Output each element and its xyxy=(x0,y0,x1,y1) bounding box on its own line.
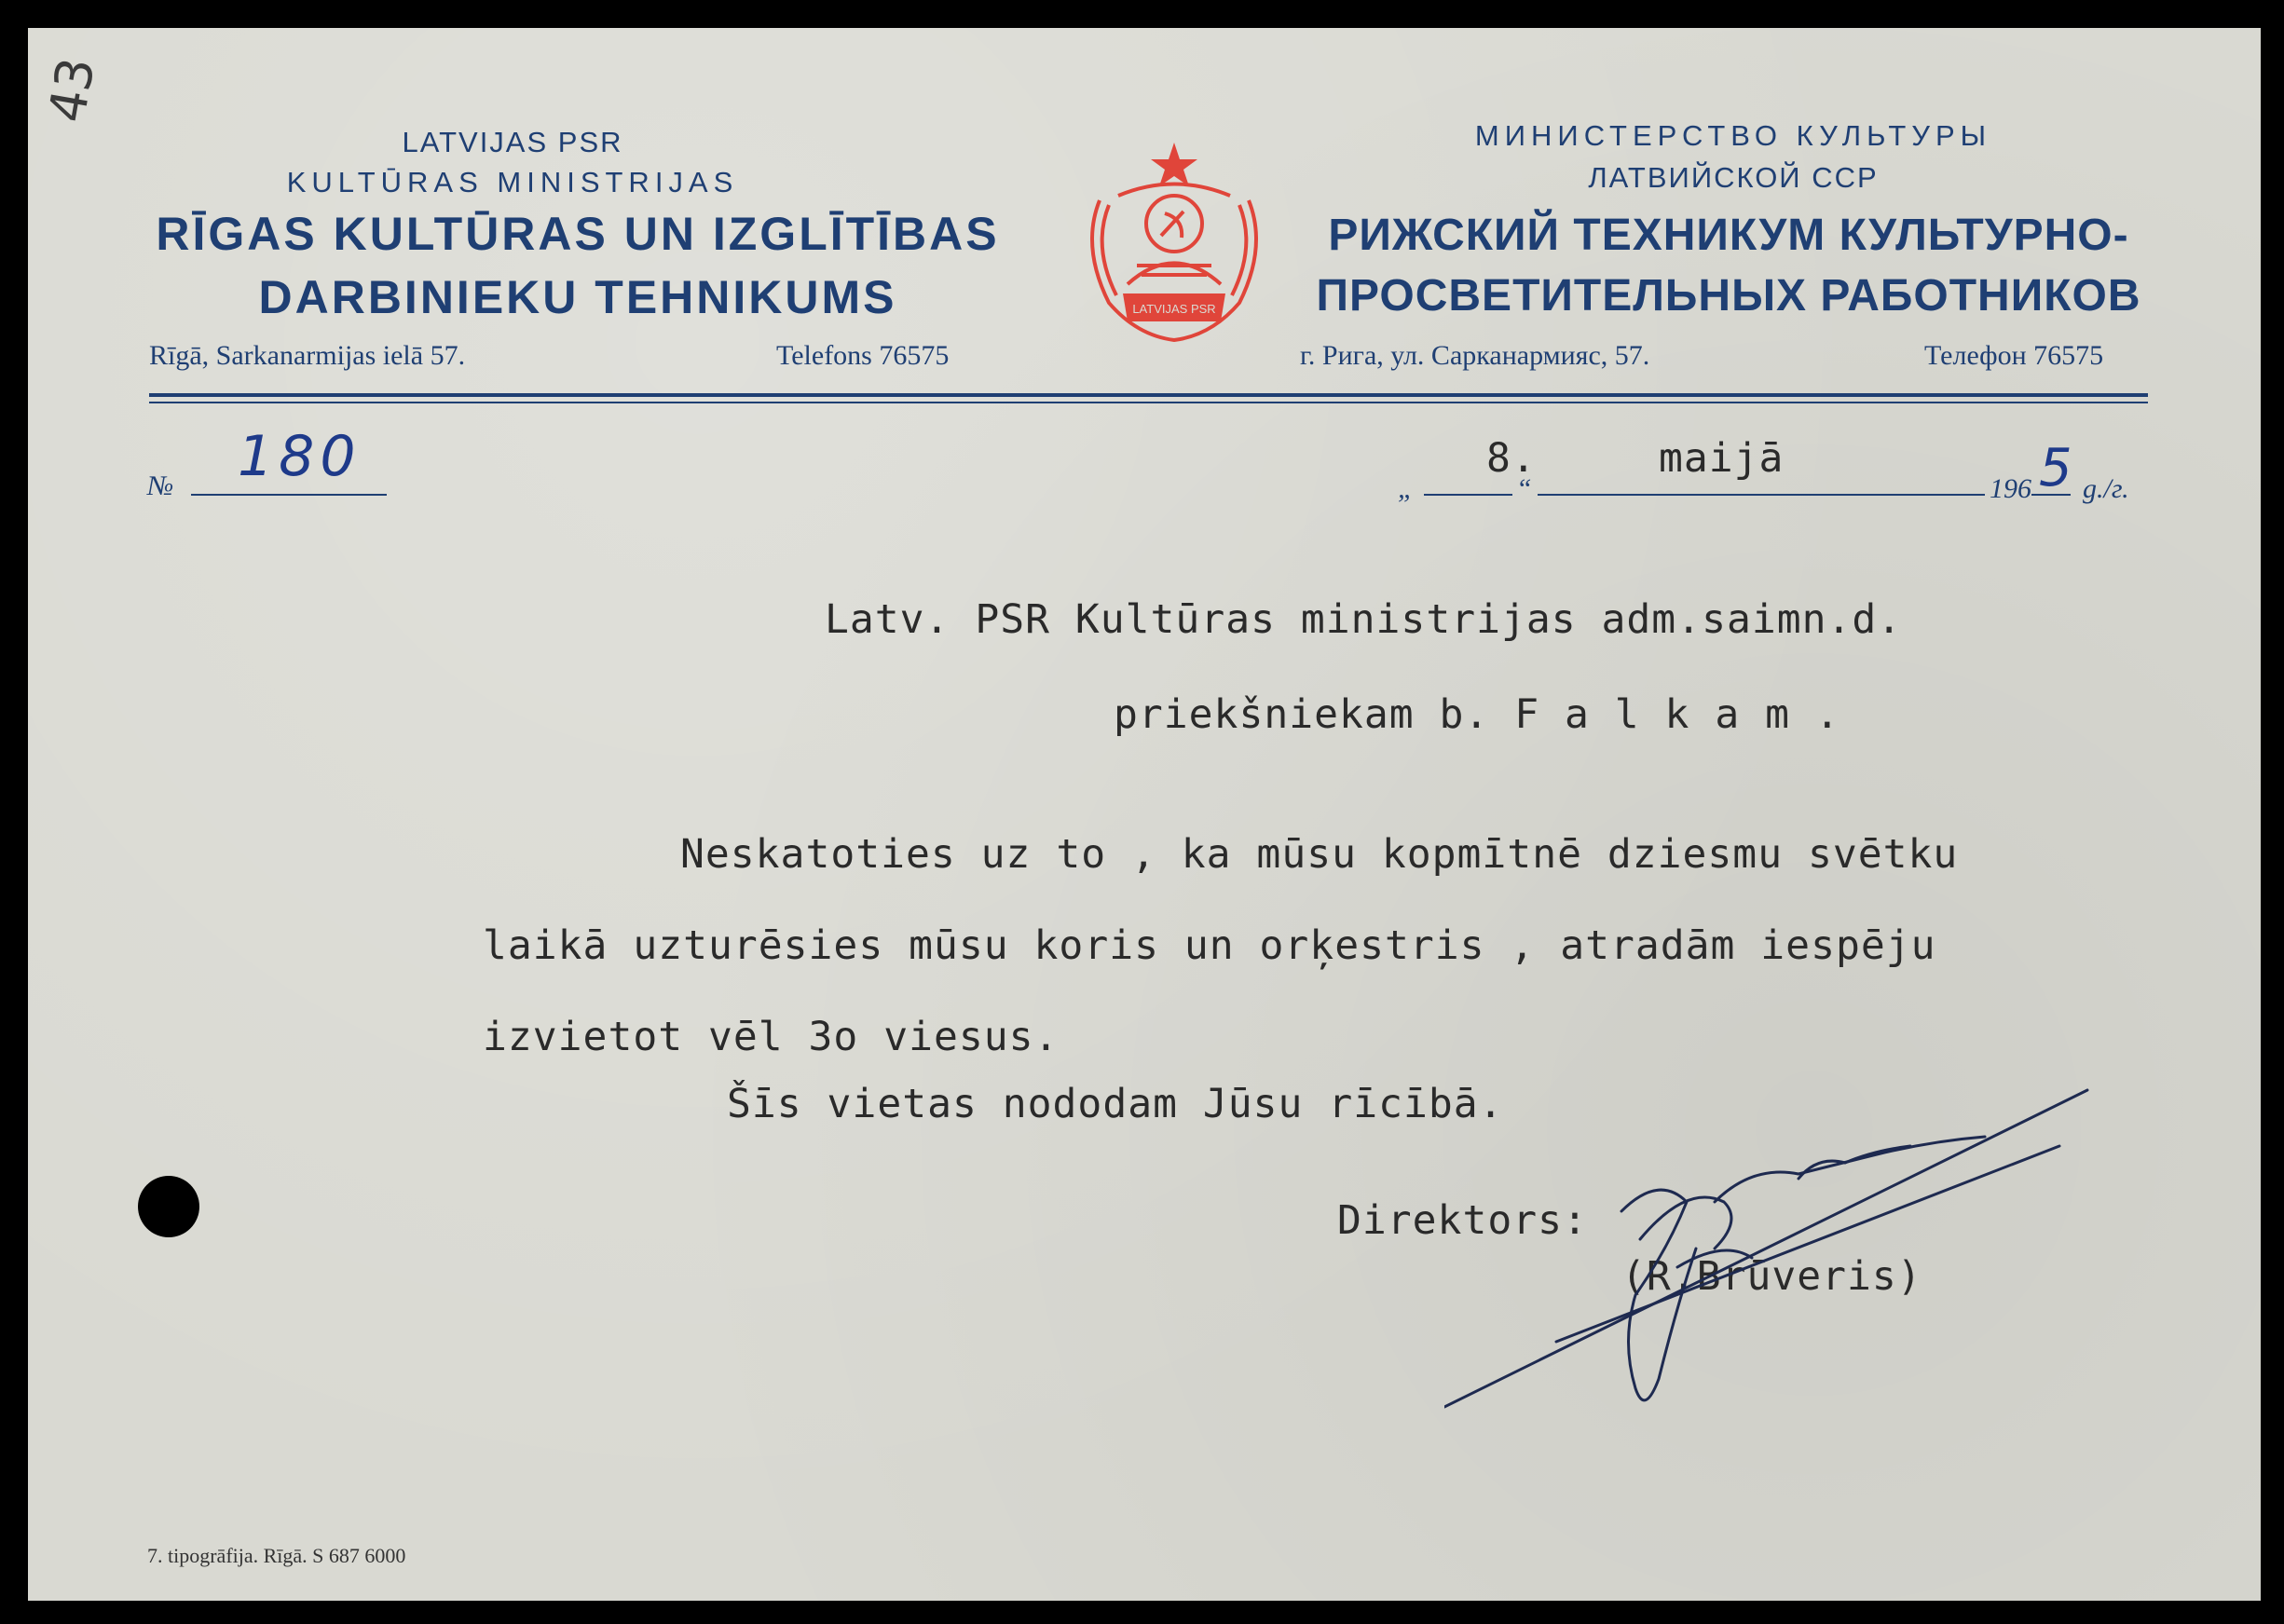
signatory-name: (R.Brūveris) xyxy=(1621,1253,1922,1300)
header-ru-line3: РИЖСКИЙ ТЕХНИКУМ КУЛЬТУРНО- xyxy=(1328,211,2129,260)
punch-hole xyxy=(138,1176,199,1237)
date-year-suffix: g./г. xyxy=(2083,473,2129,504)
date-close-quote: “ xyxy=(1516,473,1532,504)
header-lv-line4: DARBINIEKU TEHNIKUMS xyxy=(258,271,897,323)
date-year-digit: 5 xyxy=(2039,438,2072,498)
date-year-prefix: 196 xyxy=(1990,473,2031,504)
signatory-title: Direktors: xyxy=(1337,1197,1588,1244)
address-lv: Rīgā, Sarkanarmijas ielā 57. xyxy=(149,340,466,371)
body-line1: Neskatoties uz to , ka mūsu kopmītnē dziesmu svētku xyxy=(680,831,1959,878)
header-lv-line3: RĪGAS KULTŪRAS UN IZGLĪTĪBAS xyxy=(156,208,1000,260)
letter-sheet xyxy=(28,28,2261,1601)
phone-lv: Telefons 76575 xyxy=(776,340,950,371)
header-ru-line2: ЛАТВИЙСКОЙ ССР xyxy=(1588,161,1879,194)
document-number: 180 xyxy=(238,424,362,489)
date-day: 8. xyxy=(1486,435,1537,482)
header-lv-line1: LATVIJAS PSR xyxy=(402,126,623,158)
body-line3: izvietot vēl 3o viesus. xyxy=(483,1014,1060,1060)
body-line2: laikā uzturēsies mūsu koris un orķestris , atradām iespēju xyxy=(483,922,1936,969)
date-open-quote: „ xyxy=(1398,473,1414,504)
number-label: № xyxy=(147,471,174,501)
phone-ru: Телефон 76575 xyxy=(1924,340,2104,371)
number-line xyxy=(191,494,387,496)
archive-mark: 43 xyxy=(37,53,106,127)
addressee-line1: Latv. PSR Kultūras ministrijas adm.saimn.d. xyxy=(825,596,1903,643)
printer-imprint: 7. tipogrāfija. Rīgā. S 687 6000 xyxy=(147,1544,406,1567)
header-ru-line4: ПРОСВЕТИТЕЛЬНЫХ РАБОТНИКОВ xyxy=(1316,271,2141,321)
date-month: maijā xyxy=(1659,435,1785,482)
emblem-ribbon-text: LATVIJAS PSR xyxy=(1132,302,1216,316)
date-month-line xyxy=(1538,494,1985,496)
handwritten-signature xyxy=(1444,1062,2115,1435)
date-day-line xyxy=(1424,494,1512,496)
header-rule-bottom xyxy=(149,402,2148,403)
address-ru: г. Рига, ул. Сарканармияс, 57. xyxy=(1300,340,1650,371)
header-rule-top xyxy=(149,393,2148,397)
body-line4: Šīs vietas nododam Jūsu rīcībā. xyxy=(727,1081,1504,1127)
addressee-line2: priekšniekam b. F a l k a m . xyxy=(1114,691,1840,738)
header-lv-line2: KULTŪRAS MINISTRIJAS xyxy=(286,166,739,198)
date-year-line xyxy=(2031,494,2071,496)
header-ru-line1: МИНИСТЕРСТВО КУЛЬТУРЫ xyxy=(1474,119,1992,152)
coat-of-arms-emblem xyxy=(1072,135,1277,354)
